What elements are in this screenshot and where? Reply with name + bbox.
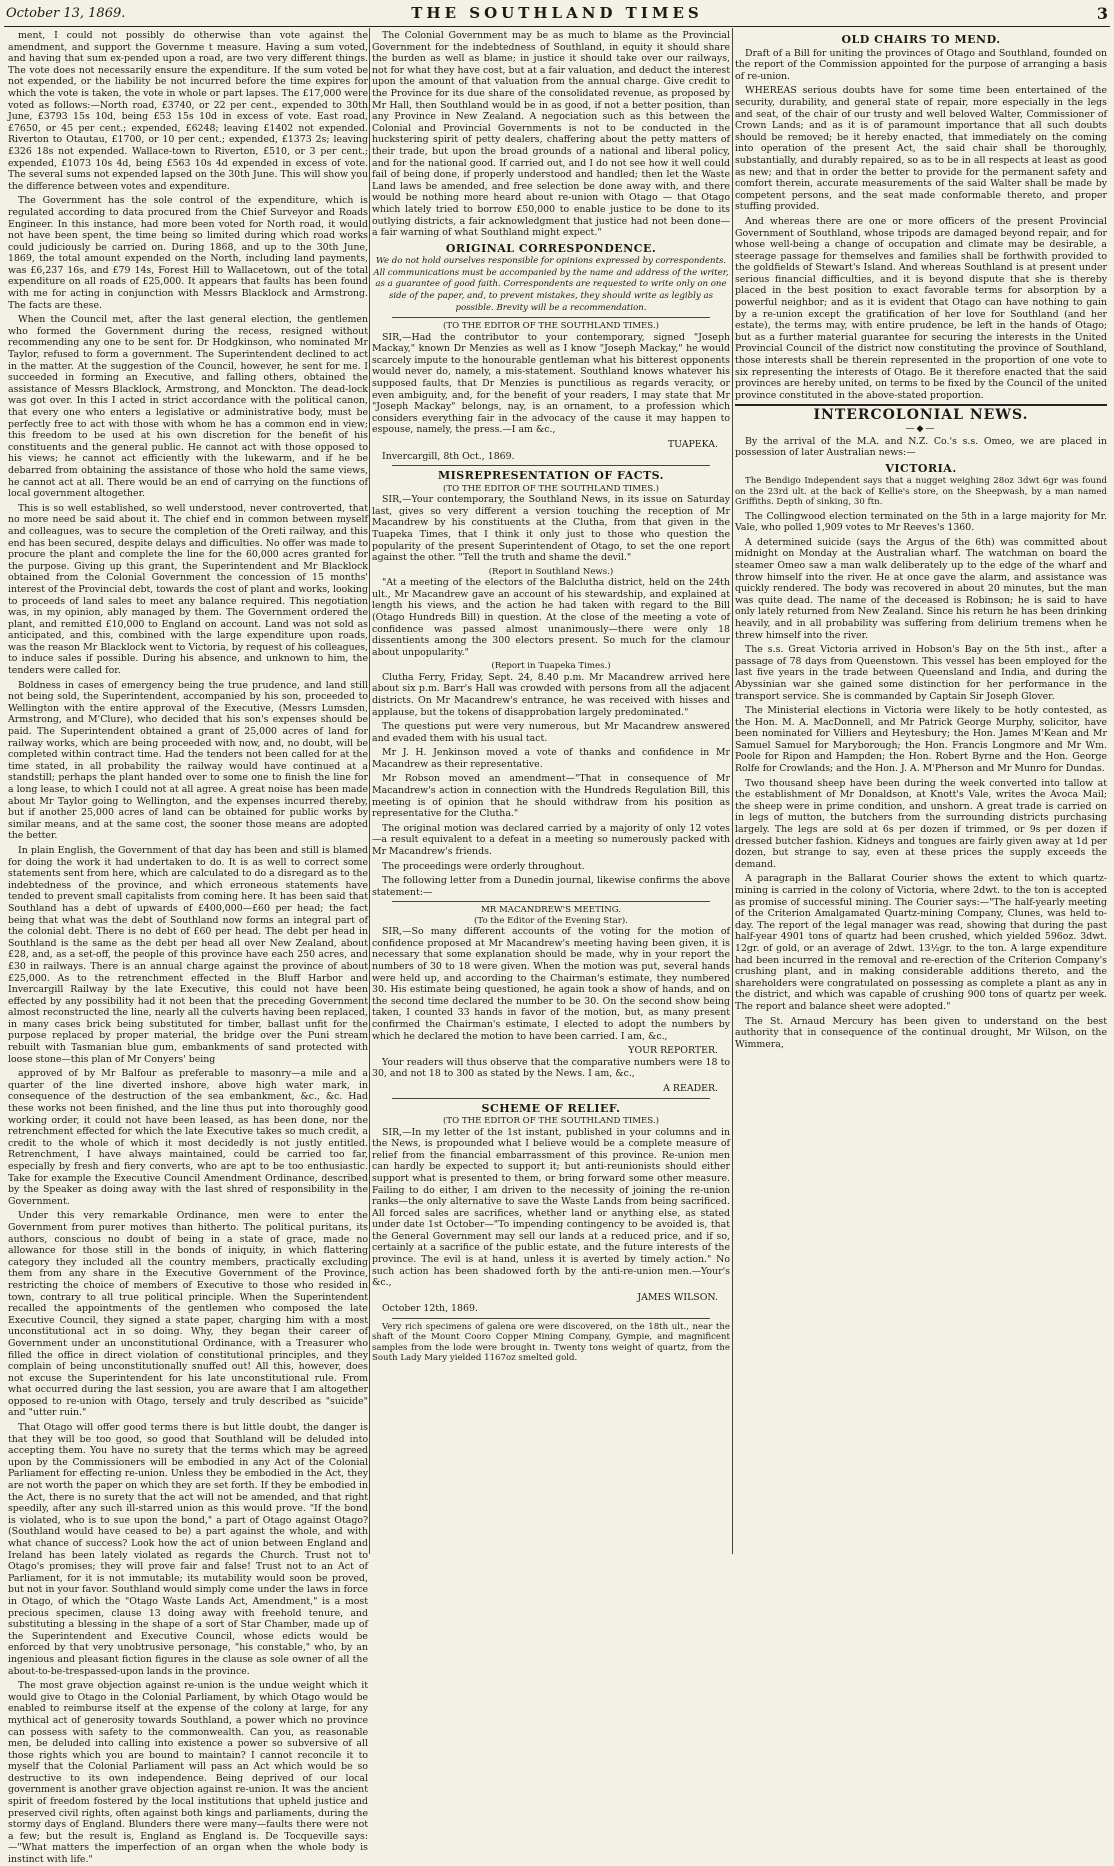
letter-body: SIR,—So many different accounts of the voting for the motion of confidence proposed at Mr Macandrew's meeting having been given, it is necessary that some explanation should be made, why in your report the numbers of 30 to 18 were given. When the motion was put, several hands were held up, and according to the Chairman's estimate, they numbered 30. His estimate being questioned, he again took a show of hands, and on the second time declared the number to be 30. On the second show being taken, I counted 33 hands in favor of the motion, but, as many present confirmed the Chairman's estimate, I elected to adopt the numbers by which he declared the motion to have been carried. I am, &c.,	[372, 926, 730, 1042]
ornament-icon: —◆—	[905, 424, 937, 434]
letter-signature: YOUR REPORTER.	[628, 1045, 718, 1057]
letter-body: The proceedings were orderly throughout.	[382, 860, 585, 872]
article-paragraph: And whereas there are one or more officers of the present Provincial Government of Southland, whose tripods are damaged beyond repair, and for whose well-being a change of occupation and climate may be desirable, a steerage passage for themselves and families shall be forthwith provided to the goldfields of Stewart's Island. And whereas Southland is at present under serious financial difficulties, and it is beyond dispute that she is thereby placed in the best position to exact favorable terms for absorption by a powerful neighbor; and as it is evident that Otago can have nothing to gain by a re-union except the gratification of her love for Southland (and her estate), the terms may, with entire prudence, be left in the hands of Otago; but as a further material guarantee for securing the interests in the United Provincial Council of the district now constituting the province of Southland, those interests shall be therein represented in the proportion of one vote to six representing the interests of Otago. Be it therefore enacted that the said provinces are hereby united, on terms to be fixed by the Council of the united province constituted in the above-stated proportion.	[735, 215, 1107, 401]
article-paragraph: That Otago will offer good terms there is but little doubt, the danger is that they will be too good, so good that Southland will be deluded into accepting them. You have no surety that the terms which may be agreed upon by the Commissioners will be embodied in any Act of the Colonial Parliament for effecting re-union. Unless they be embodied in the Act, they are not worth the paper on which they are set forth. If they be embodied in the Act, there is no surety that the act will not be amended, and that right speedily, after any such ill-starred union as this would prove. "If the bond is violated, who is to sue upon the bond," a part of Otago against Otago? (Southland would have ceased to be) a part against the whole, and with what chance of success? Look how the act of union between England and Ireland has been lately violated as regards the Church. Trust not to Otago's promises; they will prove fair and false! Trust not to an Act of Parliament, for it is not immutable; its mutability would soon be proved, but not in your favor. Southland would simply come under the laws in force in Otago, of which the "Otago Waste Lands Act, Amendment," is a most precious specimen, clause 13 doing away with freehold tenure, and substituting a blessing in the shape of a sort of Star Chamber, made up of the Superintendent and Executive Council, whose edicts would be enforced by that very unobtrusive personage, "his constable," who, by an ingenious and pleasant fiction figures in the clause as sole owner of all the about-to-be-trespassed-upon lands in the province.	[8, 1422, 368, 1677]
column-rule	[369, 28, 370, 1554]
letter-signature: TUAPEKA.	[667, 439, 718, 450]
masthead	[6, 4, 1108, 26]
letter-body: Clutha Ferry, Friday, Sept. 24, 8.40 p.m. Mr Macandrew arrived here about six p.m. Barr's Hall was crowded with persons from all the adjacent districts. On Mr Macandrew's entrance, he was received with hisses and applause, but the tokens of disapprobation largely predominated."	[372, 671, 730, 718]
letter-date: October 12th, 1869.	[382, 1303, 478, 1315]
news-item: Two thousand sheep have been during the week converted into tallow at the establishment of Mr Donaldson, at Knott's Vale, writes the Avoca Mail; the sheep were in prime condition, and unshorn. A great trade is carried on in legs of mutton, the butchers from the surrounding districts purchasing largely. The legs are sold at 6s per dozen if trimmed, or 9s per dozen if dressed butcher fashion. Kidneys and tongues are fairly given away at 1d per dozen, but strange to say, even at these prices the supply exceeds the demand.	[735, 777, 1107, 870]
letter-body: SIR,—In my letter of the 1st instant, published in your columns and in the News, is propounded what I believe would be a complete measure of relief from the financial embarrassment of this province. Re-union men can hardly be expected to support it; but anti-reunionists should either support what is presented to them, or bring forward some other measure. Failing to do either, I am driven to the necessity of joining the re-union ranks—the only alternative to save the Waste Lands from being sacrificed. All forced sales are sacrifices, whether land or anything else, as stated under date 1st October—"To impending contingency to be avoided is, that the General Government may sell our lands at a reduced price, and if so, certainly at a sacrifice of the public estate, and the future interests of the province. The evil is at hand, unless it is averted by timely action." No such action has been shadowed forth by the anti-re-union men.—Your's &c.,	[372, 1126, 730, 1289]
article-paragraph: The Government has the sole control of the expenditure, which is regulated according to data procured from the Chief Surveyor and Roads Engineer. In this instance, had more been voted for North road, it would not have been spent, the time being so limited during which road works could judiciously be carried on. During 1868, and up to the 30th June, 1869, the total amount expended on the North, including land payments, was £6,237 16s, and £79 14s, Forest Hill to Wallacetown, out of the total expenditure on all roads of £25,000. It appears that faults has been found with me for acting in conjunction with Messrs Blacklock and Armstrong. The facts are these.	[8, 195, 368, 311]
letter-body: Mr Robson moved an amendment—"That in consequence of Mr Macandrew's action in connection with the Hundreds Regulation Bill, this meeting is of opinion that he should withdraw from his position as representative for the Clutha."	[372, 773, 730, 820]
article-paragraph: This is so well established, so well understood, never controverted, that no more need be said about it. The chief end in common between myself and colleagues, was to secure the completion of the Oreti railway, and this end has been secured, despite delays and difficulties. No offer was made to procure the plant and complete the line for the 60,000 acres granted for the purpose. Giving up this grant, the Superintendent and Mr Blacklock obtained from the Colonial Government the concession of 15 months' interest of the Provincial debt, towards the cost of plant and works, looking to proceeds of land sales to meet any balance required. This negotiation was, in my opinion, ably managed by them. The Government ordered the plant, and remitted £10,000 to England on account. Land was not sold as anticipated, and this, combined with the large expenditure upon roads, was the reason Mr Blacklock went to Victoria, by request of his colleagues, to induce sales if possible. During his absence, and unknown to him, the tenders were called for.	[8, 502, 368, 677]
editor-notice: We do not hold ourselves responsible for opinions expressed by correspondents. All communications must be accompanied by the name and address of the writer, as a guarantee of good faith. Correspondents are requested to write only on one side of the paper, and, to prevent mistakes, they should write as legibly as possible. Brevity will be a recommendation.	[373, 256, 729, 313]
letter-body: SIR,—Your contemporary, the Southland News, in its issue on Saturday last, gives so very different a version touching the reception of Mr Macandrew by his constituents at the Clutha, from that given in the Tuapeka Times, that I think it only just to those who question the popularity of the present Superintendent of Otago, to set the one report against the other. "Tell the truth and shame the devil."	[372, 494, 730, 564]
news-item: Very rich specimens of galena ore were discovered, on the 18th ult., near the shaft of the Mount Cooro Copper Mining Company, Gympie, and magnificent samples from the lode were brought in. Twenty tons weight of quartz, from the South Lady Mary yielded 1167oz smelted gold.	[372, 1322, 730, 1364]
section-heading: INTERCOLONIAL NEWS.	[813, 407, 1029, 424]
letter-body: The questions put were very numerous, but Mr Macandrew answered and evaded them with his usual tact.	[372, 721, 730, 744]
to-editor-line: (TO THE EDITOR OF THE SOUTHLAND TIMES.)	[443, 483, 659, 494]
section-heading: ORIGINAL CORRESPONDENCE.	[445, 241, 657, 255]
newspaper-title: THE SOUTHLAND TIMES	[411, 4, 703, 22]
column-right	[735, 30, 1107, 1554]
column-middle	[372, 30, 730, 1554]
news-item: The Collingwood election terminated on the 5th in a large majority for Mr. Vale, who polled 1,909 votes to Mr Reeves's 1360.	[735, 510, 1107, 534]
letter-body: SIR,—Had the contributor to your contemporary, signed "Joseph Mackay," known Dr Menzies as well as I know "Joseph Mackay," he would scarcely impute to the honourable gentleman what his bitterest opponents would never do, namely, a mis-statement. Southland knows whatever his supposed faults, that Dr Menzies is punctilious as regards veracity, or even ambiguity, and, for the benefit of your readers, I may state that Mr "Joseph Mackay" belongs, nay, is an ornament, to a profession which considers everything fair in the advocacy of the cause it may happen to espouse, namely, the press.—I am &c.,	[372, 331, 730, 436]
letter-body: The original motion was declared carried by a majority of only 12 votes—a result equivalent to a defeat in a meeting so numerously packed with Mr Macandrew's friends.	[372, 822, 730, 858]
section-heading: MISREPRESENTATION OF FACTS.	[437, 469, 665, 483]
article-paragraph: When the Council met, after the last general election, the gentlemen who formed the Government during the recess, resigned without recommending any one to be sent for. Dr Hodgkinson, who nominated Mr Taylor, refused to form a government. The Superintendent declined to act in the matter. At the suggestion of the Council, however, he sent for me. I succeeded in forming an Executive, and falling others, obtained the assistance of Messrs Blacklock, Armstrong, and Monckton. The dead-lock was got over. In this I acted in strict accordance with the political canon, that every one who enters a legislative or administrative body, must be perfectly free to act with those with whom he has a common end in view; this freedom to be used at his own discretion for the benefit of his constituents and the general public. He cannot act with those opposed to his views; he cannot act efficiently with the lukewarm, and if he be debarred from obtaining the assistance of those who hold the same views, he cannot act at all. There would be an end of carrying on the functions of local government altogether.	[8, 314, 368, 500]
letter-signature: A READER.	[663, 1082, 718, 1094]
news-item: The s.s. Great Victoria arrived in Hobson's Bay on the 5th inst., after a passage of 78 days from Queenstown. This vessel has been employed for the last five years in the trade between Queensland and India, and during the Abyssinian war she gained some distinction for her performance in the transport service. She is commanded by Captain Sir Joseph Glover.	[735, 644, 1107, 702]
subheading: MR MACANDREW'S MEETING.	[480, 905, 622, 916]
news-item: A paragraph in the Ballarat Courier shows the extent to which quartz-mining is carried in the colony of Victoria, where 2dwt. to the ton is accepted as promise of successful mining. The Courier says:—"The half-yearly meeting of the Criterion Amalgamated Quartz-mining Company, Clunes, was held to-day. The report of the legal manager was read, showing that during the past half-year 4901 tons of quartz had been crushed, which yielded 596oz. 3dwt. 12gr. of gold, or an average of 2dwt. 13½gr. to the ton. A large expenditure had been incurred in the removal and re-erection of the Criterion Company's crushing plant, and in making considerable additions thereto, and the shareholders were congratulated on possessing as complete a plant as any in the district, and which was capable of crushing 900 tons of quartz per week. The report and balance sheet were adopted."	[735, 873, 1107, 1012]
news-item: The Bendigo Independent says that a nugget weighing 28oz 3dwt 6gr was found on the 23rd ult. at the back of Kellie's store, on the Sheepwash, by a man named Griffiths. Depth of sinking, 30 ftn.	[735, 476, 1107, 508]
section-heading: VICTORIA.	[885, 461, 957, 475]
letter-body: "At a meeting of the electors of the Balclutha district, held on the 24th ult., Mr Macandrew gave an account of his stewardship, and explained at length his views, and the action he had taken with regard to the Bill (Otago Hundreds Bill) in question. At the close of the meeting a vote of confidence was passed almost unanimously—there were only 18 dissentients among the 300 electors present. So much for the clamour about unpopularity."	[372, 577, 730, 658]
divider	[392, 901, 710, 902]
article-paragraph: ment, I could not possibly do otherwise than vote against the amendment, and support the Governme t measure. Having a sum voted, and having that sum ex-pended upon a road, are two very different things. The vote does not necessarily ensure the expenditure. If the sum voted be not expended, or the liability be not incurred before the time expires for which the vote is taken, the vote in whole or part lapses. The £17,000 were voted as follows:—North road, £3740, or 22 per cent., expended to 30th June, £3793 15s 10d, being £53 15s 10d in excess of vote. East road, £7650, or 45 per cent.; expended, £6248; leaving £1402 not expended. Riverton to Otautau, £1700, or 10 per cent.; expended, £1373 2s; leaving £326 18s not expended. Wallace-town to Riverton, £510, or 3 per cent.; expended, £1073 10s 4d, being £563 10s 4d expended in excess of vote. The several sums not expended lapsed on the 30th June. This will show you the difference between votes and expenditure.	[8, 30, 368, 192]
article-paragraph: By the arrival of the M.A. and N.Z. Co.'s s.s. Omeo, we are placed in possession of later Australian news:—	[735, 435, 1107, 459]
issue-date: October 13, 1869.	[6, 6, 126, 21]
divider	[735, 404, 1107, 406]
section-heading: OLD CHAIRS TO MEND.	[841, 33, 1001, 46]
divider	[392, 317, 710, 318]
letter-body: The following letter from a Dunedin journal, likewise confirms the above statement:—	[372, 875, 730, 898]
report-label: (Report in Tuapeka Times.)	[491, 661, 611, 672]
news-item: The Ministerial elections in Victoria were likely to be hotly contested, as the Hon. M. A. MacDonnell, and Mr Patrick George Murphy, solicitor, have been nominated for Villiers and Heytesbury; the Hon. James M'Kean and Mr Samuel Samuel for Maryborough; the Hon. Francis Longmore and Mr Wm. Poole for Ripon and Hampden; the Hon. Robert Byrne and the Hon. George Rolfe for Crowlands; and the Hon. J. A. M'Pherson and Mr Munro for Dundas.	[735, 705, 1107, 775]
divider	[392, 1098, 710, 1099]
news-item: A determined suicide (says the Argus of the 6th) was committed about midnight on Monday at the Australian wharf. The watchman on board the steamer Omeo saw a man walk deliberately up to the edge of the wharf and throw himself into the river. He at once gave the alarm, and assistance was quickly rendered. The body was recovered in about 20 minutes, but the man was quite dead. The name of the deceased is Robinson; he is said to have only lately returned from New Zealand. Since his return he has been drinking heavily, and in all probability was suffering from delirium tremens when he threw himself into the river.	[735, 536, 1107, 641]
article-paragraph: Draft of a Bill for uniting the provinces of Otago and Southland, founded on the report of the Commission appointed for the purpose of arranging a basis of re-union.	[735, 47, 1107, 82]
to-editor-line: (TO THE EDITOR OF THE SOUTHLAND TIMES.)	[443, 1116, 659, 1127]
letter-date: Invercargill, 8th Oct., 1869.	[382, 450, 515, 462]
to-editor-line: (TO THE EDITOR OF THE SOUTHLAND TIMES.)	[443, 321, 659, 332]
column-rule	[732, 28, 733, 1554]
article-paragraph: approved of by Mr Balfour as preferable to masonry—a mile and a quarter of the line diverted inshore, above high water mark, in consequence of the destruction of the sea embankment, &c., &c. Had these works not been finished, and the line thus put into thoroughly good working order, it could not have been leased, as has been done, nor the retrenchment effected for which the late Executive takes so much credit, a credit to the whole of which it most decidedly is not justly entitled. Retrenchment, I have always maintained, could be carried too far, especially by fresh and fiery converts, who are apt to be too enthusiastic. Take for example the Executive Council Amendment Ordinance, described by the Speaker as doing away with the last shred of responsibility in the Government.	[8, 1068, 368, 1207]
column-left	[8, 30, 368, 1866]
letter-body: Your readers will thus observe that the comparative numbers were 18 to 30, and not 18 to 300 as stated by the News. I am, &c.,	[372, 1056, 730, 1080]
masthead-rule	[4, 26, 1110, 27]
article-paragraph: Boldness in cases of emergency being the true prudence, and land still not being sold, the Superintendent, accompanied by his son, proceeded to Wellington with the entire approval of the Executive, (Messrs Lumsden, Armstrong, and M'Clure), who decided that his son's expenses should be paid. The Superintendent obtained a grant of 25,000 acres of land for railway works, which are being proceeded with now, and, no doubt, will be completed within contract time. Had the tenders not been called for at the time stated, in all probability the railway would have continued at a standstill; perhaps the plant handed over to some one to finish the line for a long lease, to which I could not at all agree. A great noise has been made about Mr Taylor going to Wellington, and the expenses incurred thereby, but if another 25,000 acres of land can be obtained for public works by similar means, and at the same cost, the sooner those means are adopted the better.	[8, 679, 368, 842]
news-item: The St. Arnaud Mercury has been given to understand on the best authority that in consequence of the continual drought, Mr Wilson, on the Wimmera,	[735, 1015, 1107, 1050]
section-heading: SCHEME OF RELIEF.	[481, 1101, 621, 1115]
article-paragraph: WHEREAS serious doubts have for some time been entertained of the security, durability, and general state of repair, more especially in the legs and seat, of the chair of our trusty and well beloved Walter, Commissioner of Crown Lands; and as it is of paramount importance that all such doubts should be removed; be it hereby enacted, that immediately on the coming into operation of the present Act, the said chair shall be thoroughly, substantially, and durably repaired, so as to be in all respects at least as good as new; and that in order the better to provide for the permanent safety and comfort therein, accurate measurements of the said Walter shall be made by competent persons, and the seat made conformable thereto, and proper stuffing provided.	[735, 85, 1107, 213]
article-paragraph: Under this very remarkable Ordinance, men were to enter the Government from purer motives than hitherto. The political puritans, its authors, conscious no doubt of being in a state of grace, made no allowance for those still in the bonds of iniquity, in which flattering category they included all the country members, practically excluding them from any share in the Executive Government of the Province, restricting the choice of members of Executive to those who resided in town, contrary to all true political principle. When the Superintendent recalled the appointments of the gentlemen who composed the late Executive Council, they signed a state paper, charging him with a most unconstitutional act in so doing. Why, they began their career of Government under an unconstitutional Ordinance, with a Treasurer who filled the office in direct violation of constitutional principles, and they complain of being unconstitutionally snuffed out! All this, however, does not excuse the Superintendent for his late unconstitutional rule. From what occurred during the last session, you are aware that I am altogether opposed to re-union with Otago, tersely and truly described as "suicide" and "utter ruin."	[8, 1210, 368, 1419]
divider	[392, 465, 710, 466]
letter-body: Mr J. H. Jenkinson moved a vote of thanks and confidence in Mr Macandrew as their representative.	[372, 747, 730, 770]
page-number: 3	[1096, 4, 1108, 23]
letter-signature: JAMES WILSON.	[637, 1291, 718, 1303]
to-editor-line: (To the Editor of the Evening Star).	[474, 915, 628, 926]
divider	[392, 1318, 710, 1319]
article-paragraph: In plain English, the Government of that day has been and still is blamed for doing the work it had undertaken to do. It is as well to correct some statements sent from here, which are calculated to do a disregard as to the indebtedness of the province, and which erroneous statements have tended to prevent small capitalists from coming here. It has been said that Southland has a debt of upwards of £400,000—£60 per head; the fact being that what was the debt of Southland now forms an integral part of the colonial debt. There is no debt of £60 per head. The debt per head in Southland is the same as the debt per head all over New Zealand, about £28, and, as a set-off, the people of this province have each 250 acres, and £30 in railways. There is an annual charge against the province of about £25,000. As to the retrenchment effected in the Bluff Harbor and Invercargill Railway by the late Executive, this could not have been effected by any possibility had it not been that the preceding Government almost reconstructed the line, nearly all the culverts having been replaced, in many cases brick being substituted for timber, ballast unfit for the purpose replaced by proper material, the bridge over the Puni stream rebuilt with Tasmanian blue gum, embankments of sand protected with loose stone—this plan of Mr Conyers' being	[8, 844, 368, 1065]
article-paragraph: The Colonial Government may be as much to blame as the Provincial Government for the indebtedness of Southland, in equity it should share the burden as well as blame; in justice it should take over our railways, not for what they have cost, but at a fair valuation, and deduct the interest upon the amount of that valuation from the annual charge. Give credit to the Province for its due share of the consolidated revenue, as proposed by Mr Hall, then Southland would be in as good, if not a better position, than any Province in New Zealand. A negociation such as this between the Colonial and Provincial Governments is not to be conducted in the huckstering spirit of petty dealers, chaffering about the petty matters of their trade, but upon the broad grounds of a national and liberal policy, and for the national good. If carried out, and I do not see how it well could fail of being done, if properly understood and handled; then let the Waste Land laws be amended, and free selection be done away with, and there would be nothing more heard about re-union with Otago — that Otago which lately tried to borrow £50,000 to enable justice to be done to its outlying districts, a fair acknowledgment that justice had not been done—a fair warning of what Southland might expect."	[372, 30, 730, 239]
article-paragraph: The most grave objection against re-union is the undue weight which it would give to Otago in the Colonial Parliament, by which Otago would be enabled to reimburse itself at the expense of the colony at large, for any mythical act of generosity towards Southland, a power which no province can possess with safety to the commonwealth. Can you, as reasonable men, be deluded into calling into existence a power so subversive of all those rights which you are bound to maintain? I cannot reconcile it to myself that the Colonial Parliament will pass an Act which would be so destructive to its own independence. Being deprived of our local government is another grave objection against re-union. It was the ancient spirit of freedom fostered by the local institutions that upheld justice and preserved civil rights, often against both kings and parliaments, during the stormy days of England. Blunders there were many—faults there were not a few; but the result is, England as England is. De Tocqueville says:—"What matters the imperfection of an organ when the whole body is instinct with life."	[8, 1680, 368, 1866]
report-label: (Report in Southland News.)	[488, 566, 614, 577]
